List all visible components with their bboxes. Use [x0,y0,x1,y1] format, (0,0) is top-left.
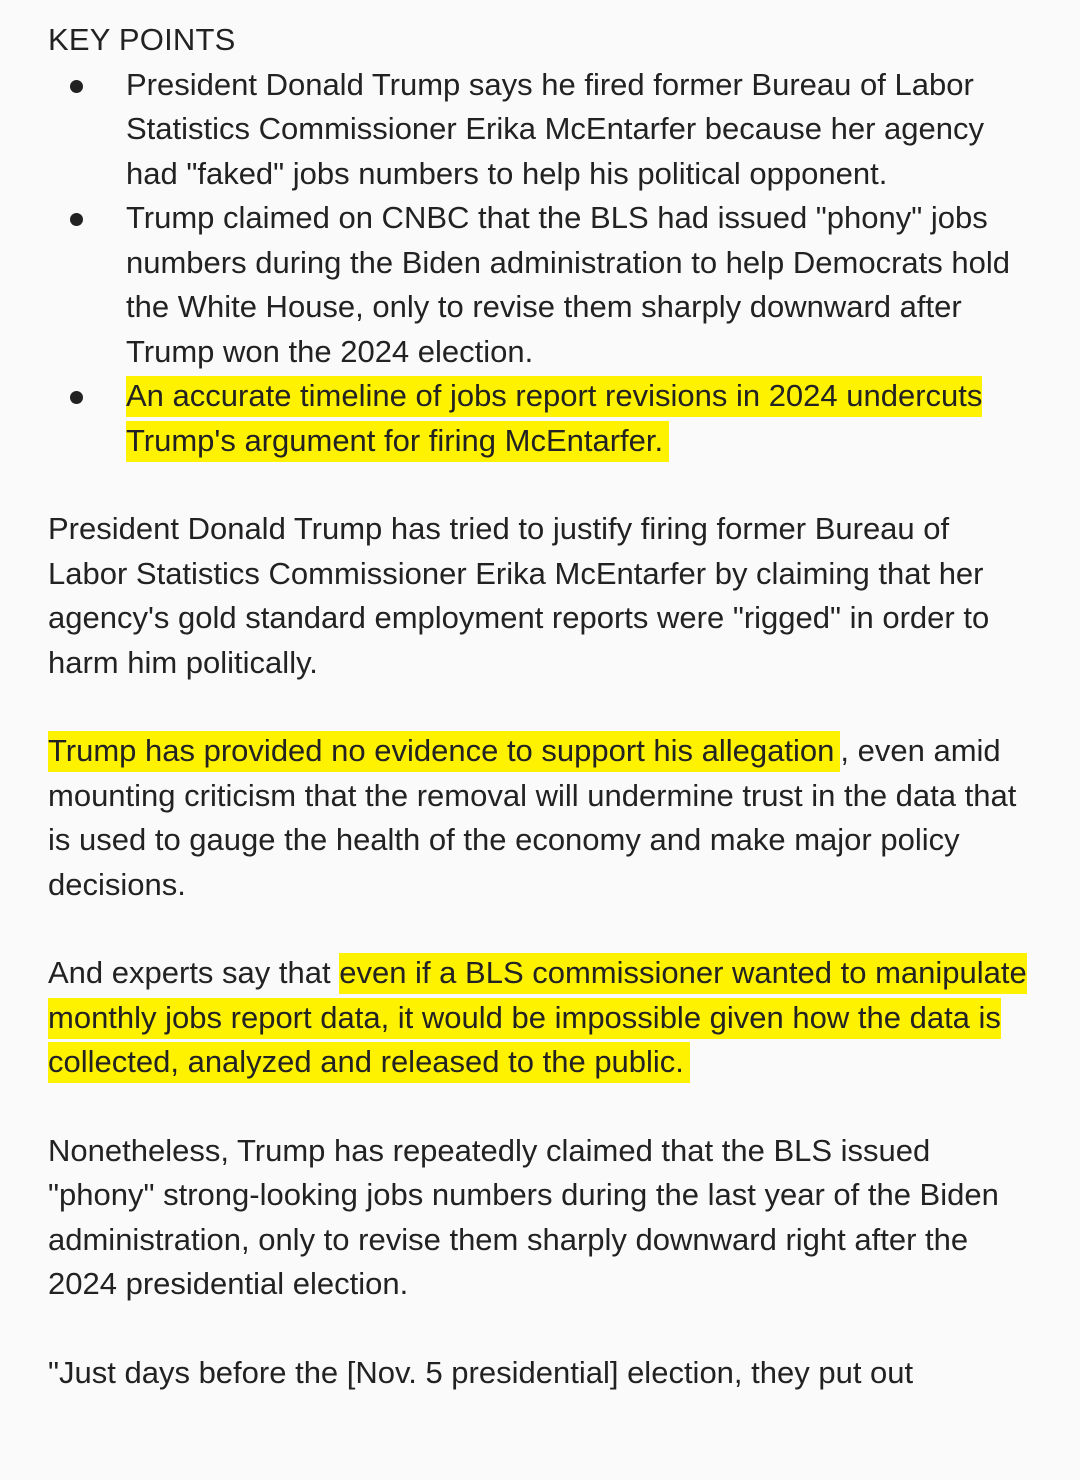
key-point-item [48,196,1032,374]
key-points-list [48,63,1032,464]
key-point-item [48,374,1032,463]
paragraph-text: President Donald Trump has tried to justify firing former Bureau of Labor Statistics Commissioner Erika McEntarfer by claiming that her agency's gold standard employment reports were "rigged" in order to harm him politically. [48,511,990,680]
key-point-highlighted-text: An accurate timeline of jobs report revisions in 2024 undercuts Trump's argument for firing McEntarfer. [126,376,982,462]
paragraph-text: Nonetheless, Trump has repeatedly claimed that the BLS issued "phony" strong-looking jobs numbers during the last year of the Biden administration, only to revise them sharply downward right after the 2024 presidential election. [48,1132,999,1301]
paragraph-text: "Just days before the [Nov. 5 presidential] election, they put out [48,1354,914,1390]
bullet-icon [70,80,83,93]
paragraph-text: And experts say that [48,955,340,990]
article-paragraph-4 [48,1129,1032,1307]
bullet-icon [70,391,83,404]
paragraph-text: , even amid mounting criticism that the removal will undermine trust in the data that is used to gauge the health of the economy and make major policy decisions. [48,733,1017,902]
article-paragraph-5 [48,1351,1032,1396]
bullet-icon [70,213,83,226]
key-point-item [48,63,1032,197]
key-point-text: President Donald Trump says he fired former Bureau of Labor Statistics Commissioner Erika McEntarfer because her agency had "faked" jobs numbers to help his political opponent. [126,66,984,191]
article-paragraph-2 [48,729,1032,907]
key-point-text: Trump claimed on CNBC that the BLS had issued "phony" jobs numbers during the Biden administration to help Democrats hold the White House, only to revise them sharply downward after Trump won the 2024 election. [126,200,1010,369]
highlighted-text: Trump has provided no evidence to support his allegation [48,731,840,772]
highlighted-text: even if a BLS commissioner wanted to manipulate monthly jobs report data, it would be impossible given how the data is collected, analyzed and released to the public. [48,953,1027,1083]
article-paragraph-3 [48,951,1032,1085]
article-paragraph-1 [48,507,1032,685]
key-points-heading: KEY POINTS [48,22,236,57]
